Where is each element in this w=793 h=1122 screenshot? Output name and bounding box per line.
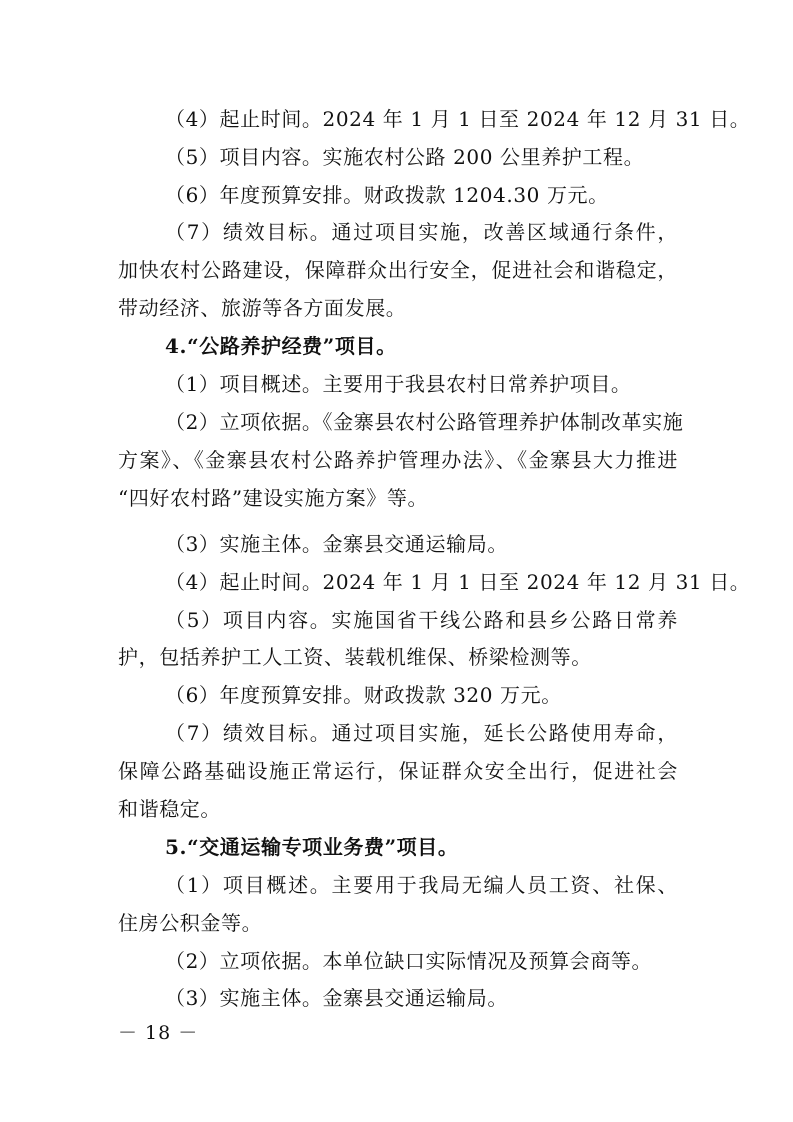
paragraph-line: （6）年度预算安排。财政拨款 1204.30 万元。 [165, 183, 609, 207]
paragraph-line: （4）起止时间。2024 年 1 月 1 日至 2024 年 12 月 31 日。 [165, 570, 751, 594]
page-number: － 18 － [118, 1022, 199, 1044]
section-heading: 4.“公路养护经费”项目。 [165, 334, 397, 358]
paragraph-line: （2）立项依据。本单位缺口实际情况及预算会商等。 [165, 949, 653, 973]
paragraph-line: （3）实施主体。金寨县交通运输局。 [165, 986, 508, 1010]
paragraph-line: 保障公路基础设施正常运行，保证群众安全出行，促进社会 [118, 759, 678, 783]
paragraph-line: （1）项目概述。主要用于我局无编人员工资、社保、 [165, 873, 678, 897]
paragraph-line: （4）起止时间。2024 年 1 月 1 日至 2024 年 12 月 31 日。 [165, 107, 751, 131]
paragraph-line: （5）项目内容。实施国省干线公路和县乡公路日常养 [165, 608, 678, 632]
paragraph-line: （2）立项依据。《金寨县农村公路管理养护体制改革实施 [165, 410, 684, 434]
paragraph-line: 带动经济、旅游等各方面发展。 [118, 296, 407, 320]
paragraph-line: “四好农村路”建设实施方案》等。 [118, 486, 429, 510]
paragraph-line: （5）项目内容。实施农村公路 200 公里养护工程。 [165, 145, 645, 169]
section-heading: 5.“交通运输专项业务费”项目。 [165, 835, 459, 859]
paragraph-line: （7）绩效目标。通过项目实施，延长公路使用寿命， [165, 721, 678, 745]
paragraph-line: 护，包括养护工人工资、装载机维保、桥梁检测等。 [118, 645, 592, 669]
paragraph-line: （1）项目概述。主要用于我县农村日常养护项目。 [165, 372, 632, 396]
paragraph-line: （3）实施主体。金寨县交通运输局。 [165, 532, 508, 556]
paragraph-line: 加快农村公路建设，保障群众出行安全，促进社会和谐稳定， [118, 258, 678, 282]
paragraph-line: 和谐稳定。 [118, 797, 221, 821]
paragraph-line: 方案》、《金寨县农村公路养护管理办法》、《金寨县大力推进 [118, 448, 678, 472]
paragraph-line: （7）绩效目标。通过项目实施，改善区域通行条件， [165, 220, 678, 244]
paragraph-line: （6）年度预算安排。财政拨款 320 万元。 [165, 683, 562, 707]
paragraph-line: 住房公积金等。 [118, 911, 263, 935]
